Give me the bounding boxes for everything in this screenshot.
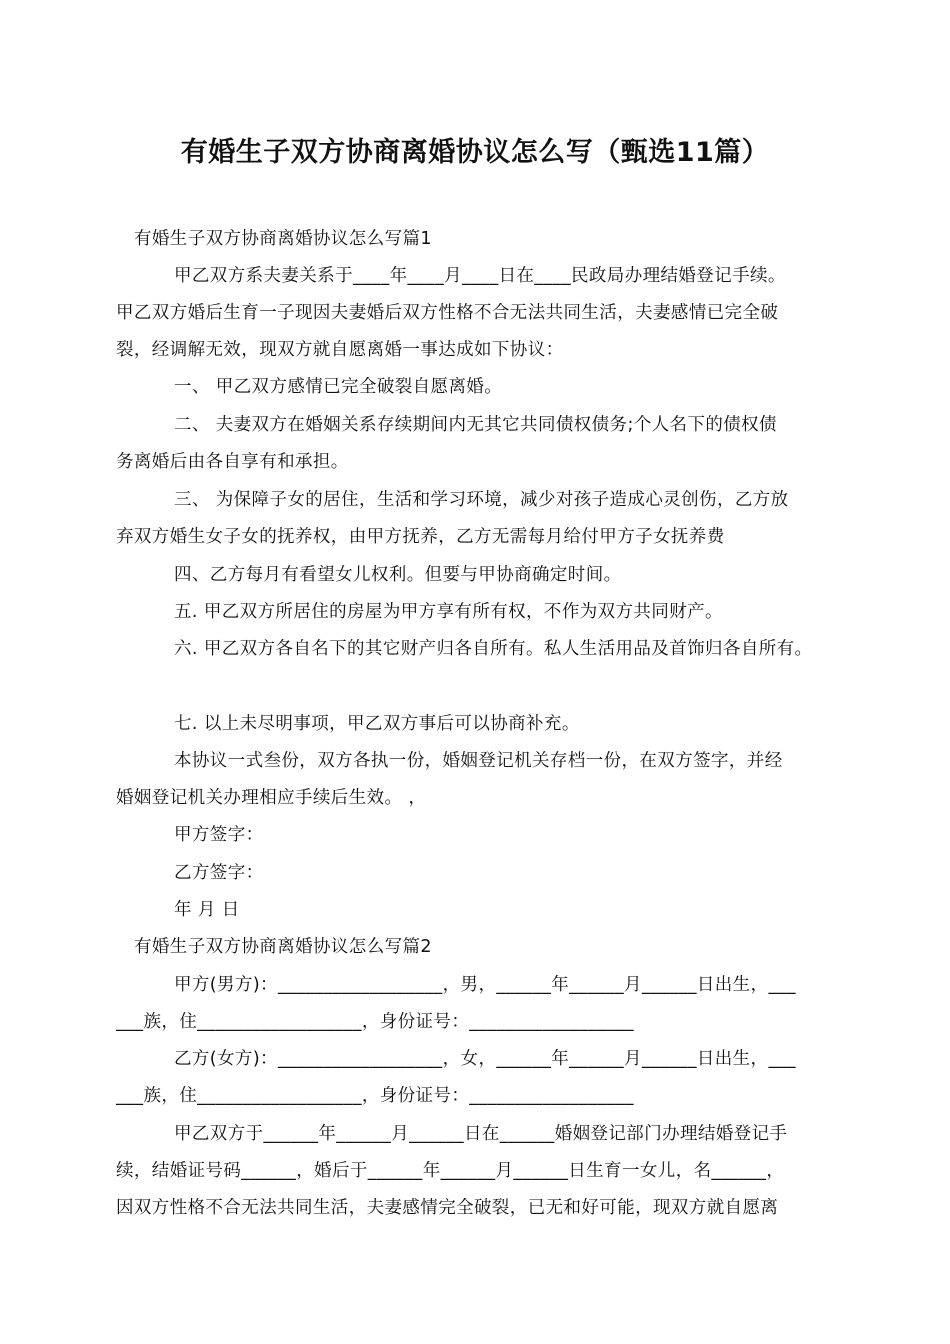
- clause-6: 六. 甲乙双方各自名下的其它财产归各自所有。私人生活用品及首饰归各自所有。: [174, 639, 813, 659]
- paragraph-line: ___族，住__________________，身份证号：__________________: [116, 1012, 634, 1032]
- clause-3: 三、 为保障子女的居住，生活和学习环境，减少对孩子造成心灵创伤，乙方放: [174, 490, 789, 510]
- paragraph-line: 本协议一式叁份，双方各执一份，婚姻登记机关存档一份，在双方签字，并经: [174, 751, 783, 771]
- paragraph-line: 弃双方婚生女子女的抚养权，由甲方抚养，乙方无需每月给付甲方子女抚养费: [116, 527, 725, 547]
- signature-party-a: 甲方签字：: [174, 825, 264, 845]
- clause-2: 二、 夫妻双方在婚姻关系存续期间内无其它共同债权债务;个人名下的债权债: [174, 415, 777, 435]
- section-heading-1: 有婚生子双方协商离婚协议怎么写篇1: [134, 229, 432, 249]
- section-heading-2: 有婚生子双方协商离婚协议怎么写篇2: [134, 937, 432, 957]
- paragraph-line: 裂，经调解无效，现双方就自愿离婚一事达成如下协议：: [116, 340, 564, 360]
- party-a-info: 甲方(男方)：__________________，男，______年______月______日出生，___: [174, 975, 796, 995]
- signature-date: 年 月 日: [174, 900, 240, 920]
- signature-party-b: 乙方签字：: [174, 863, 264, 883]
- paragraph-line: 务离婚后由各自享有和承担。: [116, 452, 349, 472]
- paragraph-line: 甲乙双方于______年______月______日在______婚姻登记部门办理结婚登记手: [174, 1124, 788, 1144]
- paragraph-line: 甲乙双方婚后生育一子现因夫妻婚后双方性格不合无法共同生活，夫妻感情已完全破: [116, 303, 779, 323]
- paragraph-line: 续，结婚证号码______，婚后于______年______月______日生育一女儿，名______，: [116, 1161, 785, 1181]
- clause-4: 四、乙方每月有看望女儿权利。但要与甲协商确定时间。: [174, 565, 622, 585]
- paragraph-line: 婚姻登记机关办理相应手续后生效。 ，: [116, 788, 427, 808]
- clause-7: 七. 以上未尽明事项，甲乙双方事后可以协商补充。: [174, 714, 580, 734]
- document-title: 有婚生子双方协商离婚协议怎么写（甄选11篇）: [180, 137, 770, 168]
- paragraph-line: ___族，住__________________，身份证号：__________________: [116, 1086, 634, 1106]
- party-b-info: 乙方(女方)：__________________，女，______年______月______日出生，___: [174, 1049, 796, 1069]
- paragraph-line: 甲乙双方系夫妻关系于____年____月____日在____民政局办理结婚登记手续。: [174, 266, 786, 286]
- clause-5: 五. 甲乙双方所居住的房屋为甲方享有所有权，不作为双方共同财产。: [174, 602, 723, 622]
- clause-1: 一、 甲乙双方感情已完全破裂自愿离婚。: [174, 377, 503, 397]
- paragraph-line: 因双方性格不合无法共同生活，夫妻感情完全破裂，已无和好可能，现双方就自愿离: [116, 1198, 779, 1218]
